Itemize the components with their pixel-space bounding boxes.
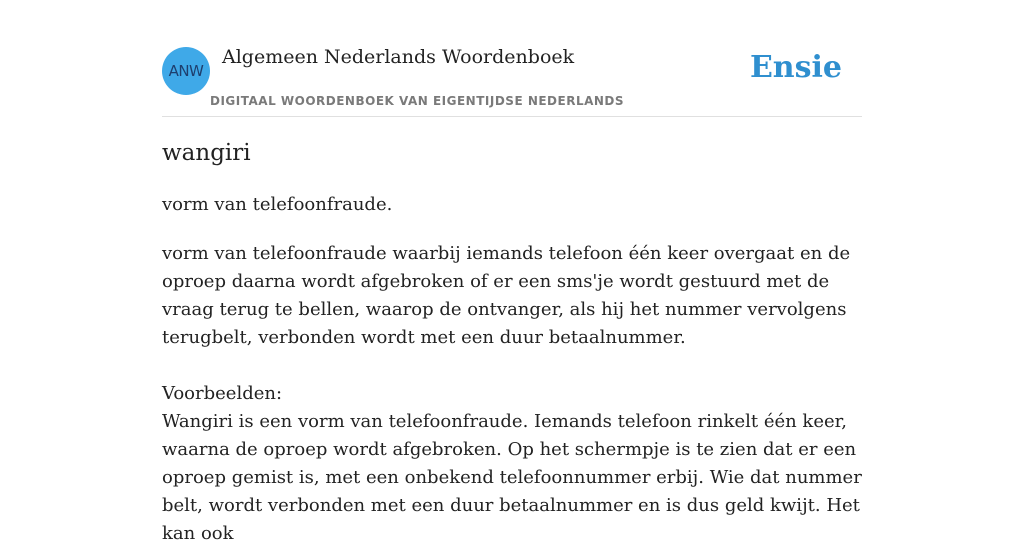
entry-word: wangiri [162, 140, 251, 166]
dictionary-title[interactable]: Algemeen Nederlands Woordenboek [222, 46, 575, 68]
example-text: Wangiri is een vorm van telefoonfraude. Iemands telefoon rinkelt één keer, waarna de oproep wordt afgebroken. Op het schermpje is te zien dat er een oproep gemist is, met een onbekend telefoonnummer erbij. Wie dat nummer belt, wordt verbonden met een duur betaalnummer en is dus geld kwijt. Het kan ook [162, 411, 862, 544]
examples-label: Voorbeelden: [162, 383, 283, 404]
long-definition: vorm van telefoonfraude waarbij iemands telefoon één keer overgaat en de oproep daarna wordt afgebroken of er een sms'je wordt gestuurd met de vraag terug te bellen, waarop de ontvanger, als hij het nummer vervolgens terugbelt, verbonden wordt met een duur betaalnummer. [162, 243, 851, 348]
dictionary-subtitle: DIGITAAL WOORDENBOEK VAN EIGENTIJDSE NEDERLANDS [210, 94, 625, 108]
header [162, 0, 862, 117]
anw-logo[interactable] [162, 47, 210, 95]
logo-text: ANW [168, 62, 204, 80]
ensie-brand-link[interactable]: Ensie [749, 50, 842, 85]
dictionary-page [162, 0, 862, 544]
short-definition: vorm van telefoonfraude. [162, 194, 393, 215]
